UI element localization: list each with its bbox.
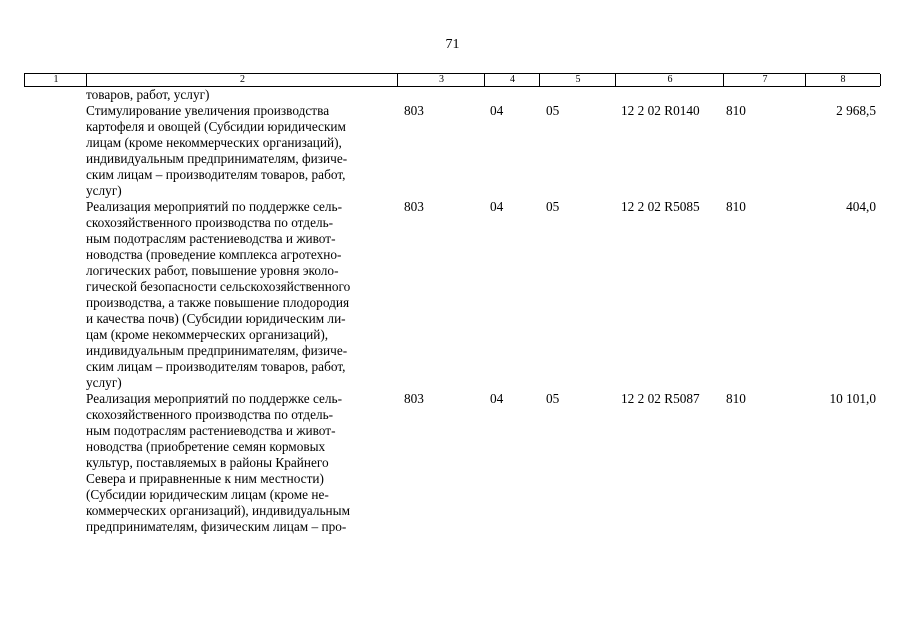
expense-type-code: 810 xyxy=(726,103,746,118)
row-description xyxy=(86,391,396,535)
description-line: Реализация мероприятий по поддержке сель- xyxy=(86,199,343,214)
row-description xyxy=(86,87,396,103)
description-line: ским лицам – производителям товаров, работ, xyxy=(86,359,346,374)
ministry-code: 803 xyxy=(404,391,424,406)
description-line: гической безопасности сельскохозяйственного xyxy=(86,279,351,294)
description-line: Севера и приравненные к ним местности) xyxy=(86,471,324,486)
description-line: новодства (проведение комплекса агротехно- xyxy=(86,247,342,262)
ministry-code: 803 xyxy=(404,199,424,214)
row-description xyxy=(86,199,396,391)
description-line: скохозяйственного производства по отдель- xyxy=(86,215,334,230)
description-line: услуг) xyxy=(86,375,122,390)
description-line: производства, а также повышение плодородия xyxy=(86,295,350,310)
ministry-code: 803 xyxy=(404,103,424,118)
header-cell: 8 xyxy=(805,74,881,86)
description-line: логических работ, повышение уровня эколо- xyxy=(86,263,339,278)
table-row xyxy=(24,199,880,391)
subsection-code: 05 xyxy=(546,391,560,406)
expense-type-code: 810 xyxy=(726,199,746,214)
description-line: (Субсидии юридическим лицам (кроме не- xyxy=(86,487,329,502)
description-line: индивидуальным предпринимателям, физиче- xyxy=(86,343,348,358)
description-line: Реализация мероприятий по поддержке сель- xyxy=(86,391,343,406)
description-line: услуг) xyxy=(86,183,122,198)
table-row xyxy=(24,87,880,103)
description-line: лицам (кроме некоммерческих организаций), xyxy=(86,135,342,150)
header-cell: 1 xyxy=(24,74,87,86)
table-header xyxy=(24,73,880,87)
description-line: культур, поставляемых в районы Крайнего xyxy=(86,455,329,470)
row-description xyxy=(86,103,396,199)
description-line: индивидуальным предпринимателям, физиче- xyxy=(86,151,348,166)
section-code: 04 xyxy=(490,199,504,214)
description-line: предпринимателям, физическим лицам – про- xyxy=(86,519,347,534)
description-line: ским лицам – производителям товаров, работ, xyxy=(86,167,346,182)
header-cell: 5 xyxy=(539,74,616,86)
budget-table xyxy=(24,73,880,535)
table-row xyxy=(24,391,880,535)
target-article-code: 12 2 02 R5085 xyxy=(621,199,700,214)
section-code: 04 xyxy=(490,391,504,406)
table-row xyxy=(24,103,880,199)
description-line: новодства (приобретение семян кормовых xyxy=(86,439,326,454)
description-line: ным подотраслям растениеводства и живот- xyxy=(86,423,336,438)
amount: 2 968,5 xyxy=(836,103,876,118)
description-line: картофеля и овощей (Субсидии юридическим xyxy=(86,119,346,134)
header-cell: 4 xyxy=(484,74,540,86)
header-cell: 6 xyxy=(615,74,724,86)
description-line: ным подотраслям растениеводства и живот- xyxy=(86,231,336,246)
header-cell: 3 xyxy=(397,74,485,86)
description-line: и качества почв) (Субсидии юридическим ли- xyxy=(86,311,346,326)
header-cell: 2 xyxy=(86,74,398,86)
description-line: товаров, работ, услуг) xyxy=(86,87,210,102)
page-number: 71 xyxy=(445,37,460,52)
target-article-code: 12 2 02 R5087 xyxy=(621,391,700,406)
target-article-code: 12 2 02 R0140 xyxy=(621,103,700,118)
header-cell: 7 xyxy=(723,74,806,86)
section-code: 04 xyxy=(490,103,504,118)
amount: 10 101,0 xyxy=(829,391,876,406)
amount: 404,0 xyxy=(846,199,876,214)
subsection-code: 05 xyxy=(546,103,560,118)
expense-type-code: 810 xyxy=(726,391,746,406)
description-line: скохозяйственного производства по отдель- xyxy=(86,407,334,422)
description-line: цам (кроме некоммерческих организаций), xyxy=(86,327,329,342)
description-line: коммерческих организаций), индивидуальным xyxy=(86,503,350,518)
subsection-code: 05 xyxy=(546,199,560,214)
description-line: Стимулирование увеличения производства xyxy=(86,103,330,118)
table-body xyxy=(24,87,880,535)
